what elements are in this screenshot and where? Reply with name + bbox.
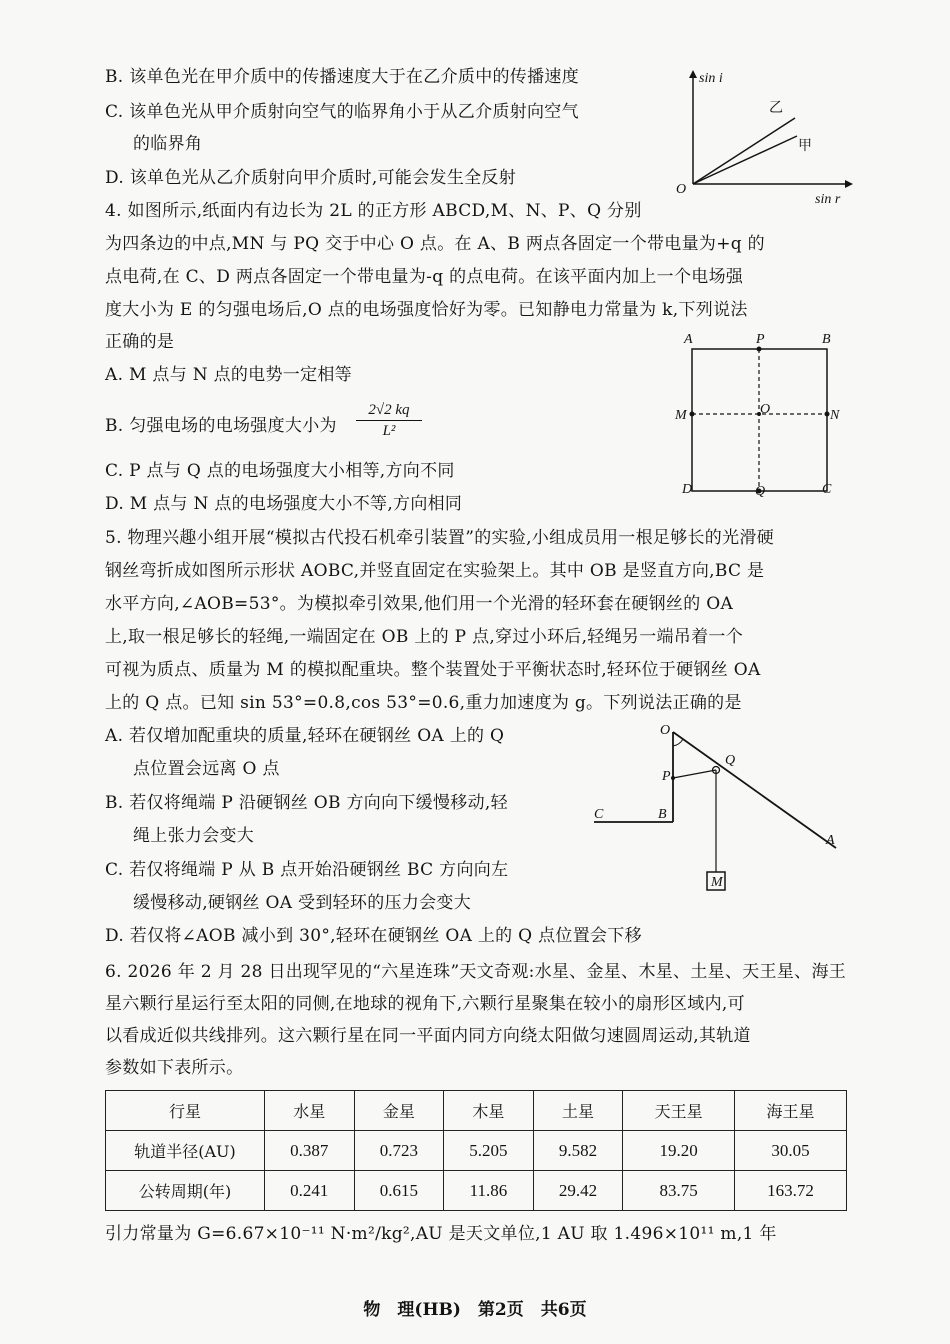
q5-line6: 上的 Q 点。已知 sin 53°=0.8,cos 53°=0.6,重力加速度为 g。下列说法正确的是 — [105, 693, 742, 713]
label-P: P — [756, 332, 765, 347]
q3-graph-figure — [665, 60, 865, 210]
y-axis-label: sin i — [699, 71, 723, 86]
table-cell: 163.72 — [735, 1171, 847, 1211]
table-header-cell: 水星 — [265, 1091, 355, 1131]
q5-line5: 可视为质点、质量为 M 的模拟配重块。整个装置处于平衡状态时,轻环位于硬钢丝 OA — [105, 660, 761, 680]
q5-option-c-line1: C. 若仅将绳端 P 从 B 点开始沿硬钢丝 BC 方向向左 — [105, 860, 509, 880]
table-header-cell: 金星 — [354, 1091, 444, 1131]
q3-option-c-line2: 的临界角 — [133, 134, 203, 154]
table-cell: 0.615 — [354, 1171, 444, 1211]
x-axis-label: sin r — [815, 192, 841, 207]
table-header-cell: 天王星 — [623, 1091, 735, 1131]
q5-option-c-line2: 缓慢移动,硬钢丝 OA 受到轻环的压力会变大 — [133, 893, 472, 913]
table-cell: 0.387 — [265, 1131, 355, 1171]
table-row — [106, 1171, 847, 1211]
q5-option-a-line1: A. 若仅增加配重块的质量,轻环在硬钢丝 OA 上的 Q — [105, 726, 505, 746]
label-A: A — [826, 833, 835, 848]
q4-option-b: B. 匀强电场的电场强度大小为 — [105, 416, 337, 436]
table-cell: 0.241 — [265, 1171, 355, 1211]
table-header-cell: 海王星 — [735, 1091, 847, 1131]
q5-option-b-line2: 绳上张力会变大 — [133, 826, 255, 846]
label-O: O — [760, 402, 771, 417]
table-header-cell: 土星 — [533, 1091, 623, 1131]
table-cell: 11.86 — [444, 1171, 534, 1211]
q4-line1: 4. 如图所示,纸面内有边长为 2L 的正方形 ABCD,M、N、P、Q 分别 — [105, 201, 642, 221]
q4-option-d: D. M 点与 N 点的电场强度大小不等,方向相同 — [105, 494, 463, 514]
table-header-cell: 木星 — [444, 1091, 534, 1131]
q6-after-table: 引力常量为 G=6.67×10⁻¹¹ N·m²/kg²,AU 是天文单位,1 AU 取 1.496×10¹¹ m,1 年 — [105, 1224, 777, 1244]
table-row — [106, 1131, 847, 1171]
label-O: O — [660, 723, 671, 738]
table-cell: 19.20 — [623, 1131, 735, 1171]
q6-line3: 以看成近似共线排列。这六颗行星在同一平面内同方向绕太阳做匀速圆周运动,其轨道 — [105, 1026, 751, 1046]
table-header-row — [106, 1091, 847, 1131]
line-yi — [693, 118, 795, 184]
q4-line5: 正确的是 — [105, 332, 175, 352]
q6-line1: 6. 2026 年 2 月 28 日出现罕见的“六星连珠”天文奇观:水星、金星、木星、土星、天王星、海王 — [105, 962, 847, 982]
table-cell: 5.205 — [444, 1131, 534, 1171]
label-D: D — [682, 482, 693, 497]
table-cell: 9.582 — [533, 1131, 623, 1171]
table-cell: 轨道半径(AU) — [106, 1131, 265, 1171]
line-yi-label: 乙 — [769, 101, 783, 116]
label-Q: Q — [755, 484, 766, 499]
table-cell: 0.723 — [354, 1131, 444, 1171]
label-B: B — [822, 332, 831, 347]
label-N: N — [830, 408, 840, 423]
label-A: A — [684, 332, 693, 347]
q5-option-a-line2: 点位置会远离 O 点 — [133, 759, 280, 779]
q6-line4: 参数如下表所示。 — [105, 1058, 244, 1078]
q5-line1: 5. 物理兴趣小组开展“模拟古代投石机牵引装置”的实验,小组成员用一根足够长的光滑硬 — [105, 528, 775, 548]
fraction-denominator: L² — [382, 423, 396, 439]
q5-line2: 钢丝弯折成如图所示形状 AOBC,并竖直固定在实验架上。其中 OB 是竖直方向,BC 是 — [105, 561, 765, 581]
q4-option-b-fraction — [356, 402, 422, 439]
q3-option-b: B. 该单色光在甲介质中的传播速度大于在乙介质中的传播速度 — [105, 67, 579, 87]
q4-line4: 度大小为 E 的匀强电场后,O 点的电场强度恰好为零。已知静电力常量为 k,下列说法 — [105, 300, 748, 320]
label-M: M — [711, 875, 723, 890]
label-C: C — [594, 807, 604, 822]
table-cell: 29.42 — [533, 1171, 623, 1211]
table-cell: 83.75 — [623, 1171, 735, 1211]
q3-option-d: D. 该单色光从乙介质射向甲介质时,可能会发生全反射 — [105, 168, 517, 188]
planet-orbit-table — [105, 1090, 847, 1211]
fraction-numerator: 2√2 kq — [356, 402, 422, 421]
q6-line2: 星六颗行星运行至太阳的同侧,在地球的视角下,六颗行星聚集在较小的扇形区域内,可 — [105, 994, 745, 1014]
q5-line3: 水平方向,∠AOB=53°。为模拟牵引效果,他们用一个光滑的轻环套在硬钢丝的 OA — [105, 594, 734, 614]
origin-label: O — [676, 182, 687, 197]
q4-option-a: A. M 点与 N 点的电势一定相等 — [105, 365, 352, 385]
q4-line3: 点电荷,在 C、D 两点各固定一个带电量为-q 的点电荷。在该平面内加上一个电场强 — [105, 267, 744, 287]
page-footer: 物 理(HB) 第2页 共6页 — [363, 1300, 587, 1320]
q5-option-b-line1: B. 若仅将绳端 P 沿硬钢丝 OB 方向向下缓慢移动,轻 — [105, 793, 508, 813]
label-P: P — [662, 769, 671, 784]
label-Q: Q — [725, 753, 736, 768]
label-B: B — [658, 807, 667, 822]
line-jia — [693, 136, 797, 184]
table-cell: 公转周期(年) — [106, 1171, 265, 1211]
label-M: M — [675, 408, 687, 423]
q4-option-c: C. P 点与 Q 点的电场强度大小相等,方向不同 — [105, 461, 455, 481]
q3-option-c-line1: C. 该单色光从甲介质射向空气的临界角小于从乙介质射向空气 — [105, 102, 579, 122]
q5-line4: 上,取一根足够长的轻绳,一端固定在 OB 上的 P 点,穿过小环后,轻绳另一端吊着一个 — [105, 627, 743, 647]
table-header-cell: 行星 — [106, 1091, 265, 1131]
q5-option-d: D. 若仅将∠AOB 减小到 30°,轻环在硬钢丝 OA 上的 Q 点位置会下移 — [105, 926, 642, 946]
q5-wire-figure — [580, 718, 850, 908]
q4-line2: 为四条边的中点,MN 与 PQ 交于中心 O 点。在 A、B 两点各固定一个带电量为+q 的 — [105, 234, 765, 254]
label-C: C — [822, 482, 832, 497]
table-cell: 30.05 — [735, 1131, 847, 1171]
line-jia-label: 甲 — [798, 139, 812, 154]
q4-square-figure — [672, 325, 857, 505]
